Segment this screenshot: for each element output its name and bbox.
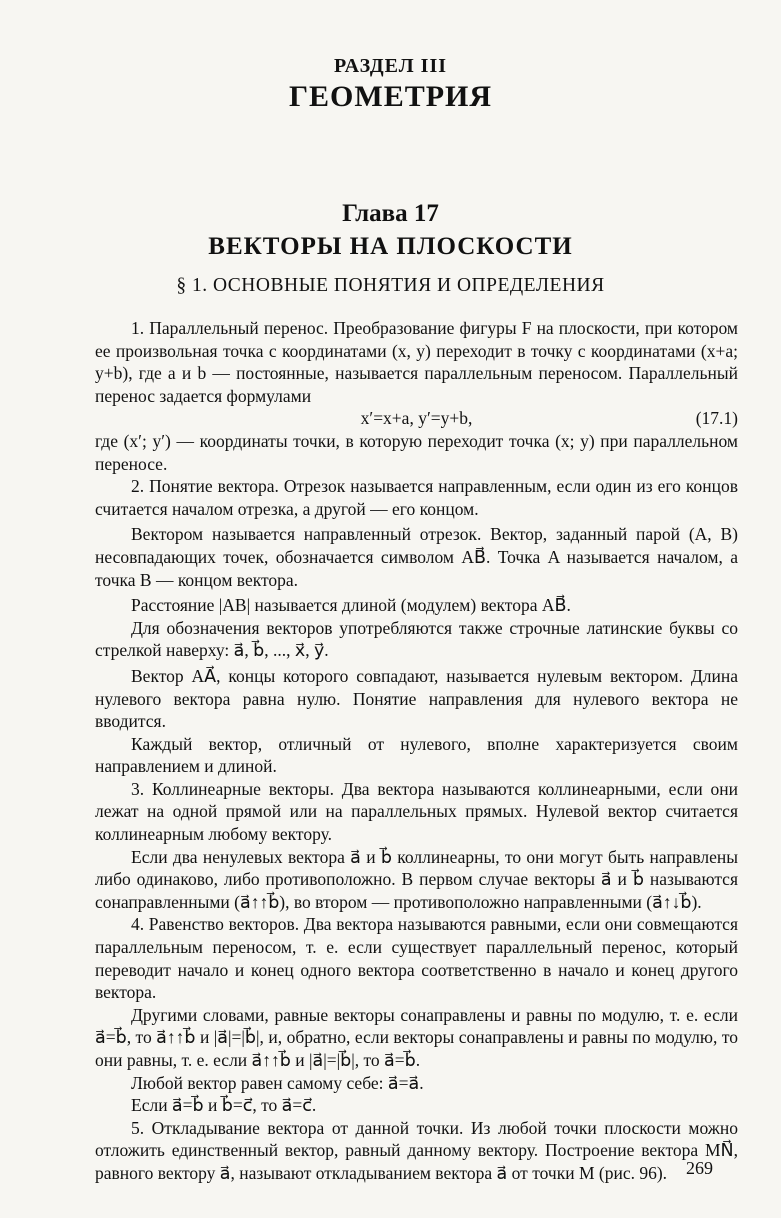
paragraph-equal-vectors: 4. Равенство векторов. Два вектора называются равными, если они совмещаются параллельным переносом, т. е. если существует параллельный перенос, который переводит начало и конец одного вектора соответственно в начало и конец другого вектора. [95, 914, 738, 1003]
chapter-title: ВЕКТОРЫ НА ПЛОСКОСТИ [208, 233, 573, 260]
paragraph-vector-definition: Вектором называется направленный отрезок. Вектор, заданный парой (A, B) несовпадающих точек, обозначается символом AB⃗. Точка A называется началом, а точка B — концом вектора. [95, 524, 738, 590]
formula-text: x′=x+a, y′=y+b, [360, 408, 473, 429]
part-label: РАЗДЕЛ III [333, 55, 448, 77]
paragraph-vector-length: Расстояние |AB| называется длиной (модулем) вектора AB⃗. [131, 595, 571, 616]
section-title: § 1. ОСНОВНЫЕ ПОНЯТИЯ И ОПРЕДЕЛЕНИЯ [176, 275, 605, 296]
chapter-number: Глава 17 [342, 200, 439, 227]
paragraph-vector-concept: 2. Понятие вектора. Отрезок называется направленным, если один из его концов считается началом отрезка, а другой — его концом. [95, 476, 738, 519]
body-text [95, 317, 738, 1185]
paragraph-vector-characterization: Каждый вектор, отличный от нулевого, вполне характеризуется своим направлением и длиной. [95, 733, 738, 777]
equation-number: (17.1) [695, 408, 738, 429]
paragraph-laying-off-vector: 5. Откладывание вектора от данной точки. Из любой точки плоскости можно отложить единственный вектор, равный данному вектору. Построение вектора MN⃗, равного вектору a⃗, называют откладыванием вектора a⃗ от точки M (рис. 96). [95, 1117, 738, 1183]
paragraph-collinear-vectors: 3. Коллинеарные векторы. Два вектора называются коллинеарными, если они лежат на одной прямой или на параллельных прямых. Нулевой вектор считается коллинеарным любому вектору. [95, 778, 738, 845]
paragraph-vector-notation: Для обозначения векторов употребляются также строчные латинские буквы со стрелкой наверху: a⃗, b⃗, ..., x⃗, y⃗. [95, 617, 738, 661]
paragraph-formula-explanation: где (x′; y′) — координаты точки, в которую переходит точка (x; y) при параллельном переносе. [95, 430, 738, 474]
formula-17-1 [95, 407, 738, 430]
part-title: ГЕОМЕТРИЯ [288, 80, 493, 113]
paragraph-codirected-vectors: Если два ненулевых вектора a⃗ и b⃗ коллинеарны, то они могут быть направлены либо одинаково, либо противоположно. В первом случае векторы a⃗ и b⃗ называются сонаправленными (a⃗↑↑b⃗), во втором — противоположно направленными (a⃗↑↓b⃗). [95, 846, 738, 912]
paragraph-transitivity: Если a⃗=b⃗ и b⃗=c⃗, то a⃗=c⃗. [131, 1095, 317, 1116]
paragraph-zero-vector: Вектор AA⃗, концы которого совпадают, называется нулевым вектором. Длина нулевого вектора равна нулю. Понятие направления для нулевого вектора не вводится. [95, 665, 738, 732]
page-number: 269 [686, 1158, 713, 1178]
paragraph-reflexivity: Любой вектор равен самому себе: a⃗=a⃗. [131, 1072, 424, 1093]
paragraph-parallel-translation: 1. Параллельный перенос. Преобразование фигуры F на плоскости, при котором ее произвольная точка с координатами (x, y) переходит в точку с координатами (x+a; y+b), где a и b — постоянные, называется параллельным переносом. Параллельный перенос задается формулами [95, 318, 738, 406]
paragraph-equal-vectors-restated: Другими словами, равные векторы сонаправлены и равны по модулю, т. е. если a⃗=b⃗, то a⃗↑↑b⃗ и |a⃗|=|b⃗|, и, обратно, если векторы сонаправлены и равны по модулю, то они равны, т. е. если a⃗↑↑b⃗ и |a⃗|=|b⃗|, то a⃗=b⃗. [95, 1004, 738, 1070]
